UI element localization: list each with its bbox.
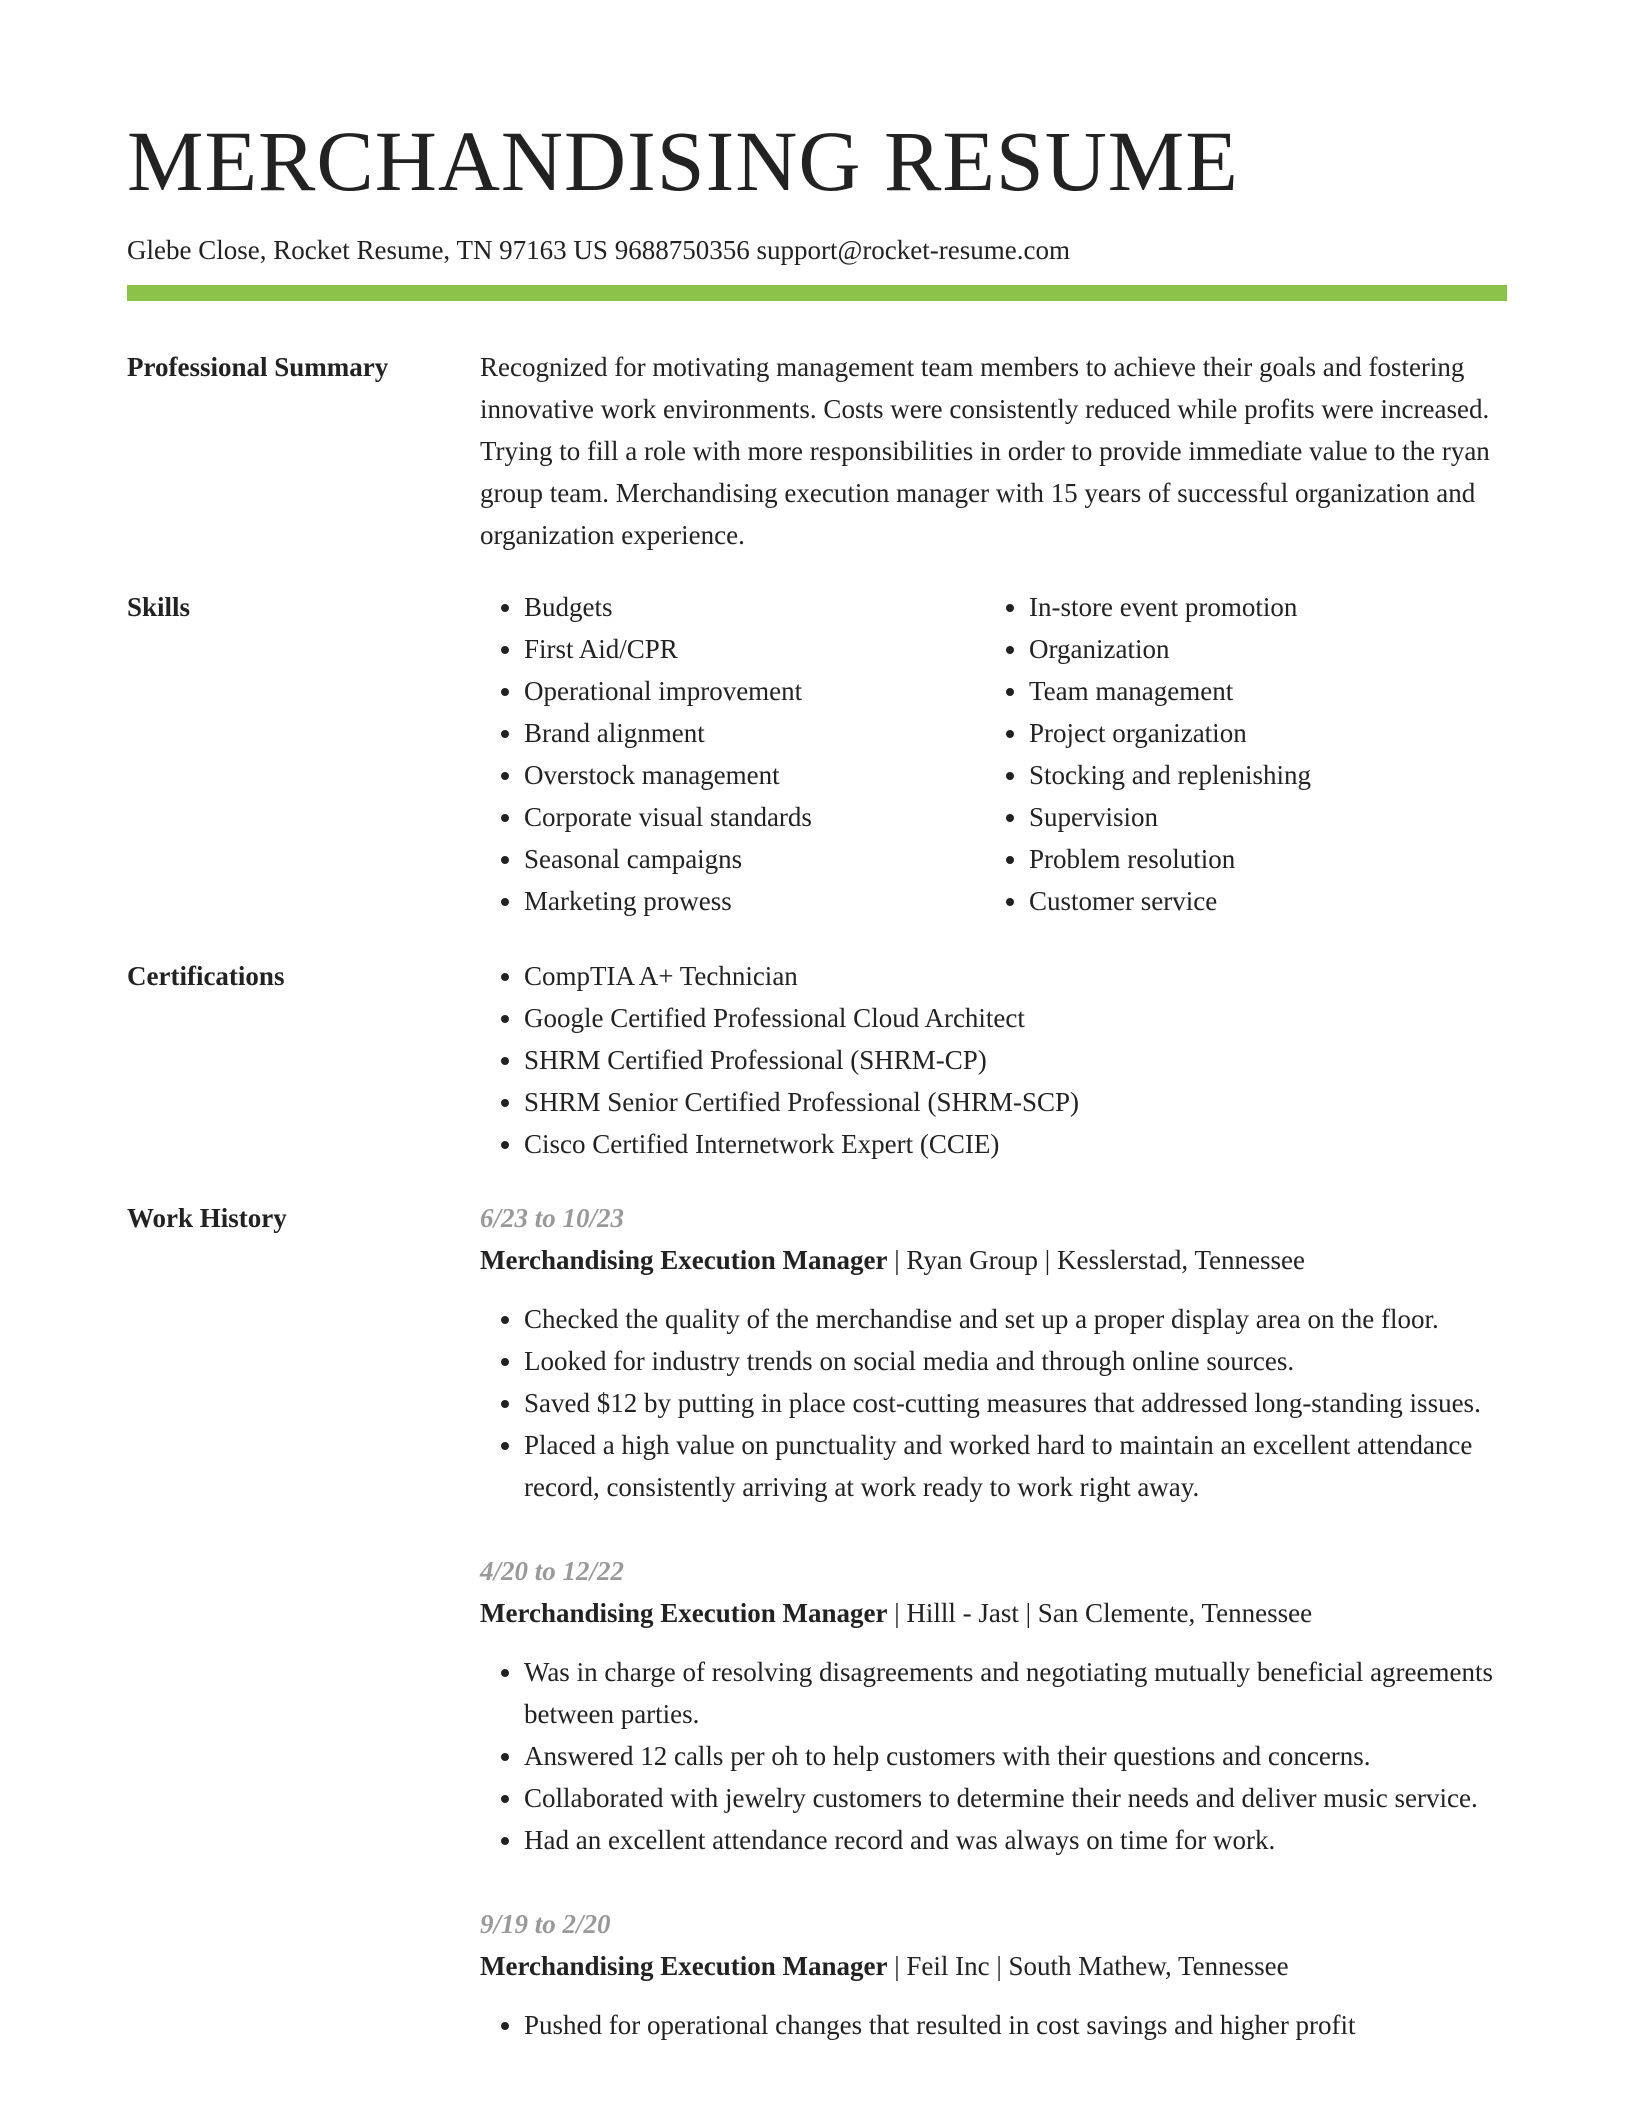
job-heading xyxy=(480,1945,1507,1987)
skill-item: • Corporate visual standards xyxy=(524,796,985,838)
job-bullet: • Had an excellent attendance record and was always on time for work. xyxy=(524,1819,1507,1861)
contact-line: Glebe Close, Rocket Resume, TN 97163 US 9688750356 support@rocket-resume.com xyxy=(127,235,1070,265)
job-bullet: • Answered 12 calls per oh to help customers with their questions and concerns. xyxy=(524,1735,1507,1777)
job-bullets xyxy=(480,1651,1507,1861)
skill-item: • Customer service xyxy=(1029,880,1490,922)
skill-item: • Brand alignment xyxy=(524,712,985,754)
skill-item: • Team management xyxy=(1029,670,1490,712)
skills-list-left xyxy=(480,586,985,922)
skill-item: • First Aid/CPR xyxy=(524,628,985,670)
certification-item: • SHRM Certified Professional (SHRM-CP) xyxy=(524,1039,1507,1081)
job-bullet: • Placed a high value on punctuality and worked hard to maintain an excellent attendance record, consistently arriving at work ready to work right away. xyxy=(524,1424,1507,1508)
job-bullet: • Collaborated with jewelry customers to determine their needs and deliver music service. xyxy=(524,1777,1507,1819)
skills-body xyxy=(480,586,1507,922)
skill-item: • Marketing prowess xyxy=(524,880,985,922)
section-label-skills: Skills xyxy=(127,592,191,622)
job-title: Merchandising Execution Manager xyxy=(480,1245,888,1275)
job-entry xyxy=(480,1903,1507,2046)
job-details: | Feil Inc | South Mathew, Tennessee xyxy=(887,1951,1289,1981)
skill-item: • Seasonal campaigns xyxy=(524,838,985,880)
job-title: Merchandising Execution Manager xyxy=(480,1951,888,1981)
job-details: | Ryan Group | Kesslerstad, Tennessee xyxy=(887,1245,1305,1275)
skills-column-left xyxy=(480,586,985,922)
certifications-list xyxy=(480,955,1507,1165)
skills-column-right xyxy=(985,586,1490,922)
summary-body xyxy=(480,346,1507,556)
section-label-summary: Professional Summary xyxy=(127,352,389,382)
summary-text: Recognized for motivating management team members to achieve their goals and fostering innovative work environments. Costs were consistently reduced while profits were increased. Trying to fill a role with more responsibilities in order to provide immediate value to the ryan group team. Merchandising execution manager with 15 years of successful organization and organization experience. xyxy=(480,352,1490,550)
job-bullet: • Was in charge of resolving disagreements and negotiating mutually beneficial agreements between parties. xyxy=(524,1651,1507,1735)
skills-list-right xyxy=(985,586,1490,922)
skill-item: • Stocking and replenishing xyxy=(1029,754,1490,796)
resume-title: MERCHANDISING RESUME xyxy=(127,113,1239,209)
job-heading xyxy=(480,1592,1507,1634)
certification-item: • Google Certified Professional Cloud Architect xyxy=(524,997,1507,1039)
job-entry xyxy=(480,1197,1507,1508)
certification-item: • SHRM Senior Certified Professional (SHRM-SCP) xyxy=(524,1081,1507,1123)
section-label-certifications: Certifications xyxy=(127,961,285,991)
job-bullet: • Looked for industry trends on social media and through online sources. xyxy=(524,1340,1507,1382)
certification-item: • CompTIA A+ Technician xyxy=(524,955,1507,997)
job-entry xyxy=(480,1550,1507,1861)
skill-item: • In-store event promotion xyxy=(1029,586,1490,628)
job-dates: 6/23 to 10/23 xyxy=(480,1203,625,1233)
work-history-body xyxy=(480,1197,1507,2046)
skill-item: • Budgets xyxy=(524,586,985,628)
job-bullets xyxy=(480,2004,1507,2046)
job-bullet: • Checked the quality of the merchandise and set up a proper display area on the floor. xyxy=(524,1298,1507,1340)
job-details: | Hilll - Jast | San Clemente, Tennessee xyxy=(887,1598,1313,1628)
section-label-work-history: Work History xyxy=(127,1203,287,1233)
skill-item: • Problem resolution xyxy=(1029,838,1490,880)
certification-item: • Cisco Certified Internetwork Expert (CCIE) xyxy=(524,1123,1507,1165)
skill-item: • Overstock management xyxy=(524,754,985,796)
skill-item: • Organization xyxy=(1029,628,1490,670)
job-heading xyxy=(480,1239,1507,1281)
skill-item: • Project organization xyxy=(1029,712,1490,754)
skill-item: • Supervision xyxy=(1029,796,1490,838)
certifications-body xyxy=(480,955,1507,1165)
job-bullet: • Pushed for operational changes that resulted in cost savings and higher profit xyxy=(524,2004,1507,2046)
job-bullets xyxy=(480,1298,1507,1508)
job-bullet: • Saved $12 by putting in place cost-cutting measures that addressed long-standing issues. xyxy=(524,1382,1507,1424)
job-dates: 9/19 to 2/20 xyxy=(480,1909,611,1939)
job-dates: 4/20 to 12/22 xyxy=(480,1556,625,1586)
job-title: Merchandising Execution Manager xyxy=(480,1598,888,1628)
skill-item: • Operational improvement xyxy=(524,670,985,712)
header-accent-rule xyxy=(127,285,1507,301)
